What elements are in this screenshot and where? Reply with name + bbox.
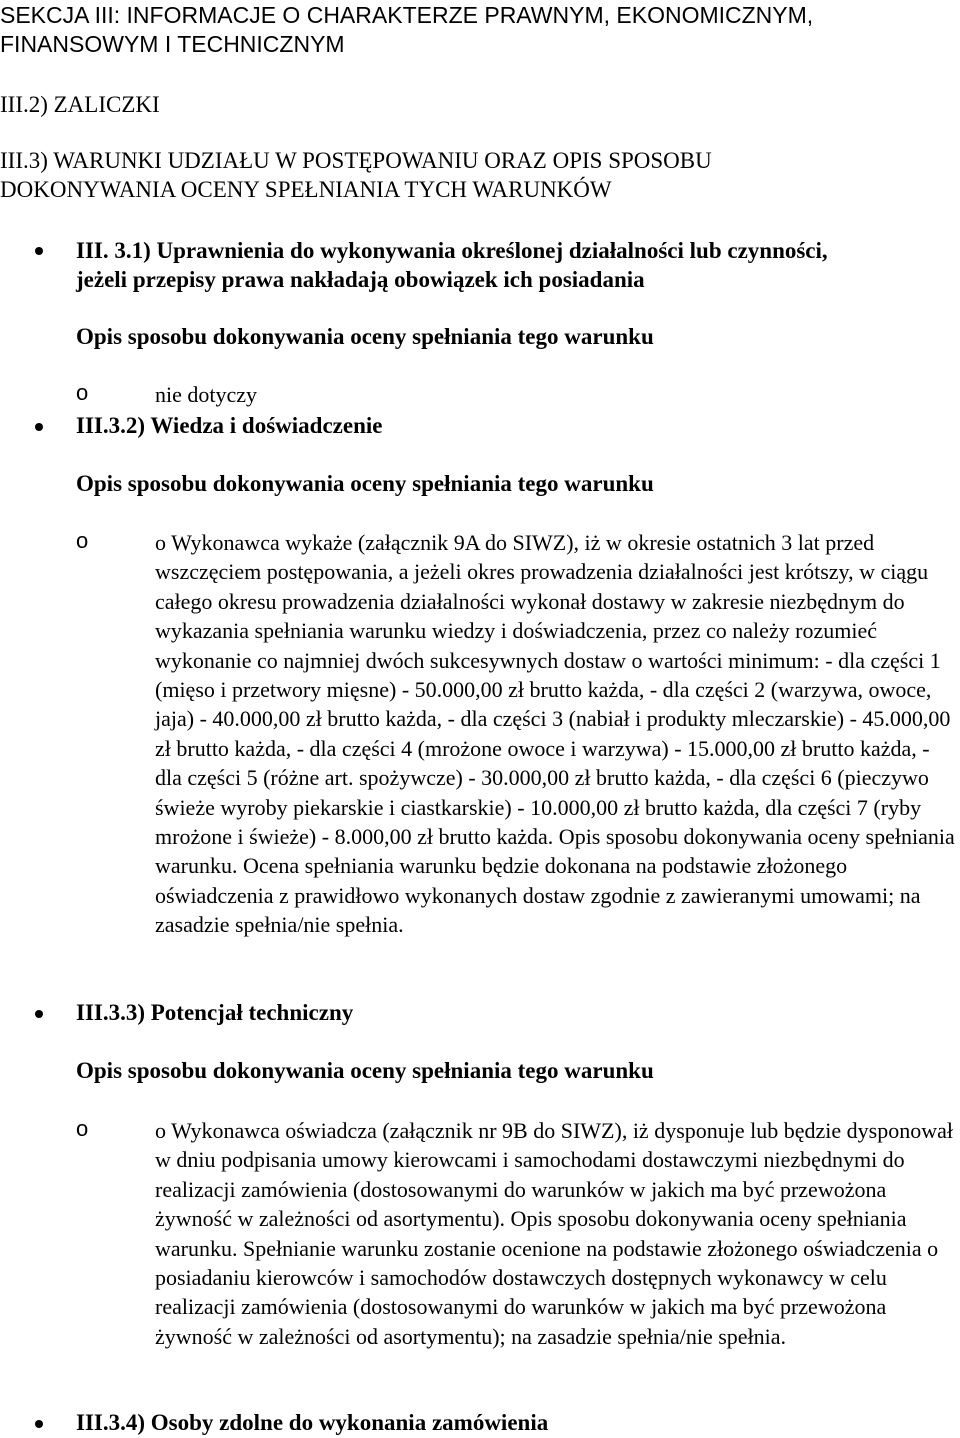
section-title-line1: SEKCJA III: INFORMACJE O CHARAKTERZE PRAWNYM, EKONOMICZNYM, [0, 2, 814, 28]
item-3-4-heading: III.3.4) Osoby zdolne do wykonania zamówienia [76, 1410, 549, 1435]
item-3-3-opis: Opis sposobu dokonywania oceny spełniania tego warunku [76, 1058, 654, 1083]
item-3-3-heading: III.3.3) Potencjał techniczny [76, 1000, 354, 1025]
section-title-line2: FINANSOWYM I TECHNICZNYM [0, 31, 345, 57]
circle-marker-icon: o [76, 380, 89, 405]
bullet-icon [35, 1420, 43, 1428]
circle-marker-icon: o [76, 1116, 89, 1141]
circle-marker-icon: o [76, 528, 89, 553]
bullet-icon [35, 1010, 43, 1018]
item-3-2-sub-text: o Wykonawca wykaże (załącznik 9A do SIWZ), iż w okresie ostatnich 3 lat przed wszczęciem postępowania, a jeżeli okres prowadzenia działalności jest krótszy, w ciągu całego okresu prowadzenia działalności wykonał dostawy w zakresie niezbędnym do wykazania spełniania warunku wiedzy i doświadczenia, przez co należy rozumieć wykonanie co najmniej dwóch sukcesywnych dostaw o wartości minimum: - dla części 1 (mięso i przetwory mięsne) - 50.000,00 zł brutto każda, - dla części 2 (warzywa, owoce, jaja) - 40.000,00 zł brutto każda, - dla części 3 (nabiał i produkty mleczarskie) - 45.000,00 zł brutto każda, - dla części 4 (mrożone owoce i warzywa) - 15.000,00 zł brutto każda, - dla części 5 (różne art. spożywcze) - 30.000,00 zł brutto każda, - dla części 6 (pieczywo świeże wyroby piekarskie i ciastkarskie) - 10.000,00 zł brutto każda, dla części 7 (ryby mrożone i świeże) - 8.000,00 zł brutto każda. Opis sposobu dokonywania oceny spełniania warunku. Ocena spełniania warunku będzie dokonana na podstawie złożonego oświadczenia z prawidłowo wykonanych dostaw zgodnie z zawieranymi umowami; na zasadzie spełnia/nie spełnia. [155, 530, 955, 938]
item-3-2-heading: III.3.2) Wiedza i doświadczenie [76, 413, 383, 438]
item-3-3-sub-text: o Wykonawca oświadcza (załącznik nr 9B do SIWZ), iż dysponuje lub będzie dysponował w dniu podpisania umowy kierowcami i samochodami dostawczymi niezbędnymi do realizacji zamówienia (dostosowanymi do warunków w jakich ma być przewożona żywność w zależności od asortymentu). Opis sposobu dokonywania oceny spełniania warunku. Spełnianie warunku zostanie ocenione na podstawie złożonego oświadczenia o posiadaniu kierowców i samochodów dostawczych dostępnych wykonawcy w celu realizacji zamówienia (dostosowanymi do warunków w jakich ma być przewożona żywność w zależności od asortymentu); na zasadzie spełnia/nie spełnia. [155, 1118, 953, 1349]
item-3-1-heading-line1: III. 3.1) Uprawnienia do wykonywania określonej działalności lub czynności, [76, 238, 828, 263]
item-3-2-opis: Opis sposobu dokonywania oceny spełniania tego warunku [76, 471, 654, 496]
item-3-1-opis: Opis sposobu dokonywania oceny spełniania tego warunku [76, 324, 654, 349]
warunki-heading-line2: DOKONYWANIA OCENY SPEŁNIANIA TYCH WARUNKÓW [0, 177, 612, 202]
item-3-1-heading-line2: jeżeli przepisy prawa nakładają obowiązek ich posiadania [76, 267, 645, 292]
item-3-1-sub-text: nie dotyczy [155, 382, 258, 407]
warunki-heading-line1: III.3) WARUNKI UDZIAŁU W POSTĘPOWANIU ORAZ OPIS SPOSOBU [0, 148, 712, 173]
zaliczki-heading: III.2) ZALICZKI [0, 92, 160, 117]
bullet-icon [35, 423, 43, 431]
bullet-icon [35, 247, 43, 255]
